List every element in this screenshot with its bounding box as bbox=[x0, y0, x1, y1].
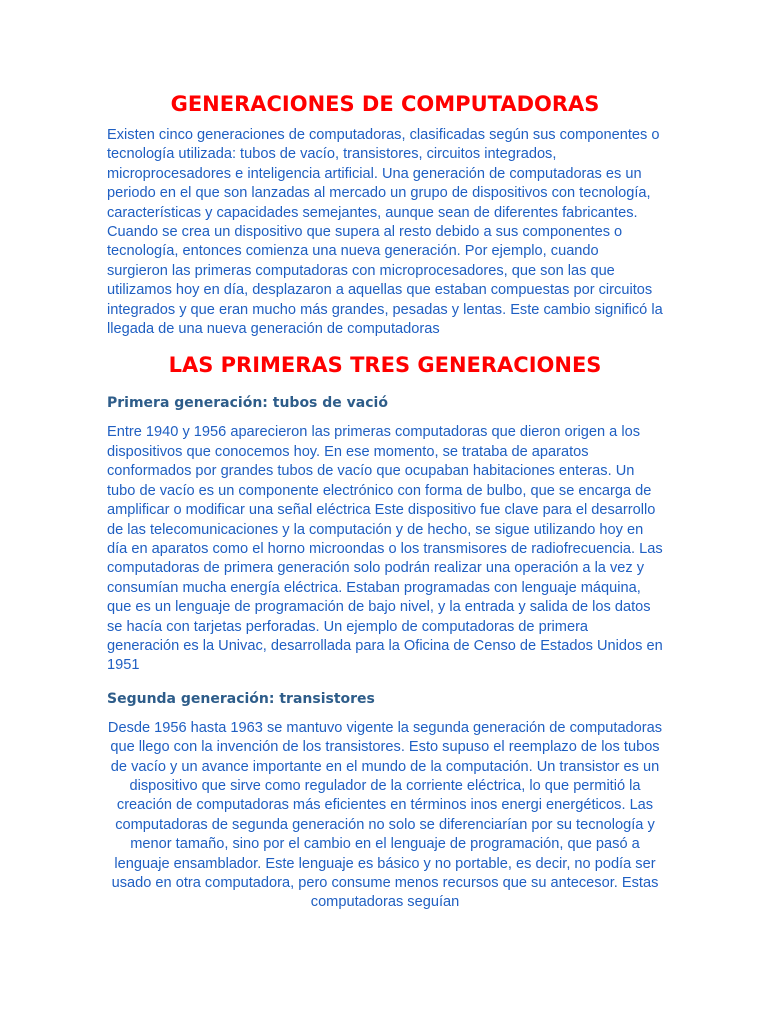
second-generation-paragraph: Desde 1956 hasta 1963 se mantuvo vigente la segunda generación de computadoras que llego con la invención de los transistores. Esto supuso el reemplazo de los tubos de vacío y un avance importante en el mundo de la computación. Un transistor es un dispositivo que sirve como regulador de la corriente eléctrica, lo que permitió la creación de computadoras más eficientes en términos inos energi energéticos. Las computadoras de segunda generación no solo se diferenciarían por su tecnología y menor tamaño, sino por el cambio en el lenguaje de programación, que pasó a lenguaje ensamblador. Este lenguaje es básico y no portable, es decir, no podía ser usado en otra computadora, pero consume menos recursos que su antecesor. Estas computadoras seguían bbox=[107, 719, 663, 911]
document-title: GENERACIONES DE COMPUTADORAS bbox=[170, 92, 600, 116]
second-generation-heading: Segunda generación: transistores bbox=[107, 690, 375, 707]
document-page bbox=[107, 88, 663, 913]
intro-paragraph: Existen cinco generaciones de computadoras, clasificadas según sus componentes o tecnología utilizada: tubos de vacío, transistores, circuitos integrados, microprocesadores e inteligencia artificial. Una generación de computadoras es un periodo en el que son lanzadas al mercado un grupo de dispositivos con tecnología, características y capacidades semejantes, aunque sean de diferentes fabricantes. Cuando se crea un dispositivo que supera al resto debido a sus componentes o tecnología, entonces comienza una nueva generación. Por ejemplo, cuando surgieron las primeras computadoras con microprocesadores, que son las que utilizamos hoy en día, desplazaron a aquellas que estaban compuestas por circuitos integrados y que eran mucho más grandes, pesadas y lentas. Este cambio significó la llegada de una nueva generación de computadoras bbox=[107, 127, 663, 338]
first-generation-heading: Primera generación: tubos de vació bbox=[107, 395, 388, 412]
section-title: LAS PRIMERAS TRES GENERACIONES bbox=[168, 353, 602, 378]
first-generation-paragraph: Entre 1940 y 1956 aparecieron las primeras computadoras que dieron origen a los dispositivos que conocemos hoy. En ese momento, se trataba de aparatos conformados por grandes tubos de vacío que ocupaban habitaciones enteras. Un tubo de vacío es un componente electrónico con forma de bulbo, que se encarga de amplificar o modificar una señal eléctrica Este dispositivo fue clave para el desarrollo de las telecomunicaciones y la computación y de hecho, se sigue utilizando hoy en día en aparatos como el horno microondas o los transmisores de radiofrecuencia. Las computadoras de primera generación solo podrán realizar una operación a la vez y consumían mucha energía eléctrica. Estaban programadas con lenguaje máquina, que es un lenguaje de programación de bajo nivel, y la entrada y salida de los datos se hacía con tarjetas perforadas. Un ejemplo de computadoras de primera generación es la Univac, desarrollada para la Oficina de Censo de Estados Unidos en 1951 bbox=[107, 424, 663, 674]
